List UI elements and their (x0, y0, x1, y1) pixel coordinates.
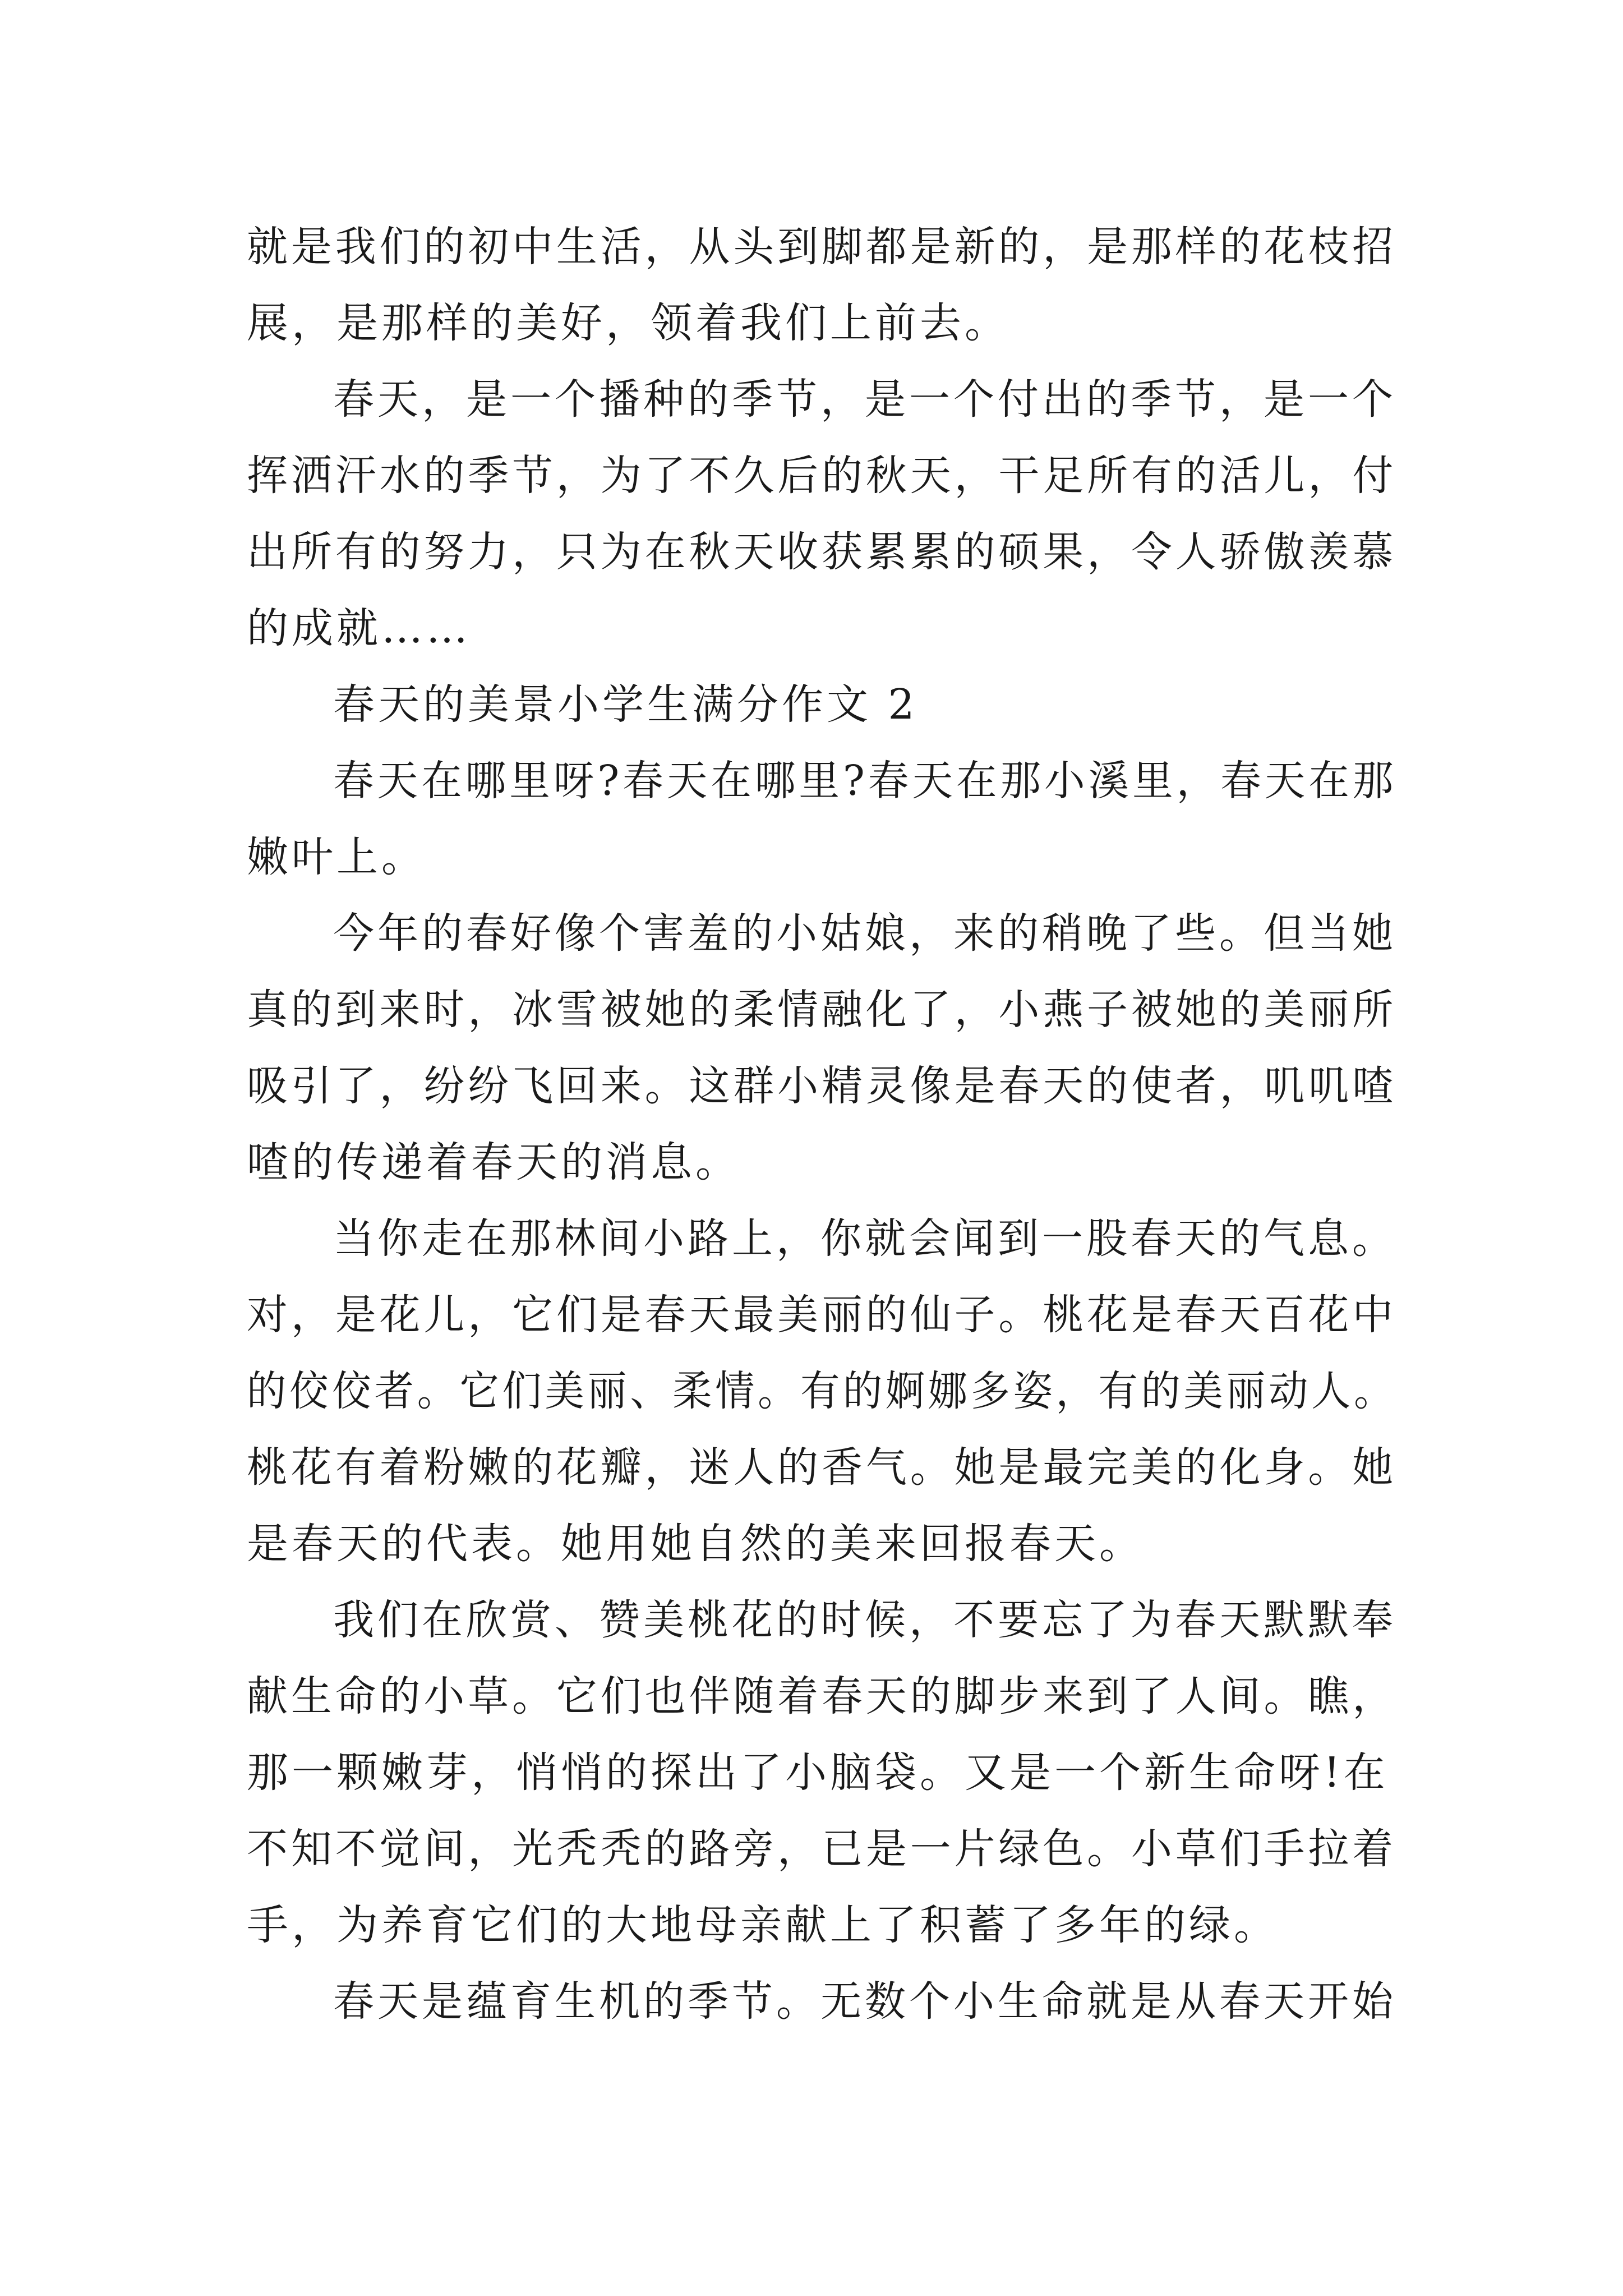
text-line: 嫩叶上。 (247, 833, 426, 881)
text-line: 就是我们的初中生活，从头到脚都是新的，是那样的花枝招 (247, 223, 1397, 271)
text-line: 出所有的努力，只为在秋天收获累累的硕果，令人骄傲羡慕 (247, 528, 1397, 576)
text-line: 喳的传递着春天的消息。 (247, 1138, 740, 1186)
text-line: 的佼佼者。它们美丽、柔情。有的婀娜多姿，有的美丽动人。 (247, 1367, 1397, 1415)
text-line: 今年的春好像个害羞的小姑娘，来的稍晚了些。但当她 (333, 909, 1396, 958)
text-line: 真的到来时，冰雪被她的柔情融化了，小燕子被她的美丽所 (247, 986, 1397, 1034)
section-heading: 春天的美景小学生满分作文 2 (333, 680, 918, 729)
text-line: 手，为养育它们的大地母亲献上了积蓄了多年的绿。 (247, 1901, 1279, 1949)
text-line: 春天在哪里呀?春天在哪里?春天在那小溪里，春天在那 (333, 757, 1397, 805)
text-line: 不知不觉间，光秃秃的路旁，已是一片绿色。小草们手拉着 (247, 1825, 1397, 1873)
text-line: 那一颗嫩芽，悄悄的探出了小脑袋。又是一个新生命呀!在 (247, 1749, 1389, 1797)
text-line: 吸引了，纷纷飞回来。这群小精灵像是春天的使者，叽叽喳 (247, 1062, 1397, 1110)
text-line: 献生命的小草。它们也伴随着春天的脚步来到了人间。瞧， (247, 1672, 1397, 1720)
text-line: 我们在欣赏、赞美桃花的时候，不要忘了为春天默默奉 (333, 1596, 1396, 1644)
text-line: 春天，是一个播种的季节，是一个付出的季节，是一个 (333, 375, 1396, 424)
text-line: 对，是花儿，它们是春天最美丽的仙子。桃花是春天百花中 (247, 1291, 1397, 1339)
text-line: 是春天的代表。她用她自然的美来回报春天。 (247, 1520, 1144, 1568)
text-line: 当你走在那林间小路上，你就会闻到一股春天的气息。 (333, 1214, 1396, 1263)
text-line: 桃花有着粉嫩的花瓣，迷人的香气。她是最完美的化身。她 (247, 1443, 1397, 1492)
text-line: 春天是蕴育生机的季节。无数个小生命就是从春天开始 (333, 1977, 1396, 2026)
text-line: 展，是那样的美好，领着我们上前去。 (247, 299, 1009, 347)
text-line: 挥洒汗水的季节，为了不久后的秋天，干足所有的活儿，付 (247, 452, 1397, 500)
text-line: 的成就…… (247, 604, 471, 652)
